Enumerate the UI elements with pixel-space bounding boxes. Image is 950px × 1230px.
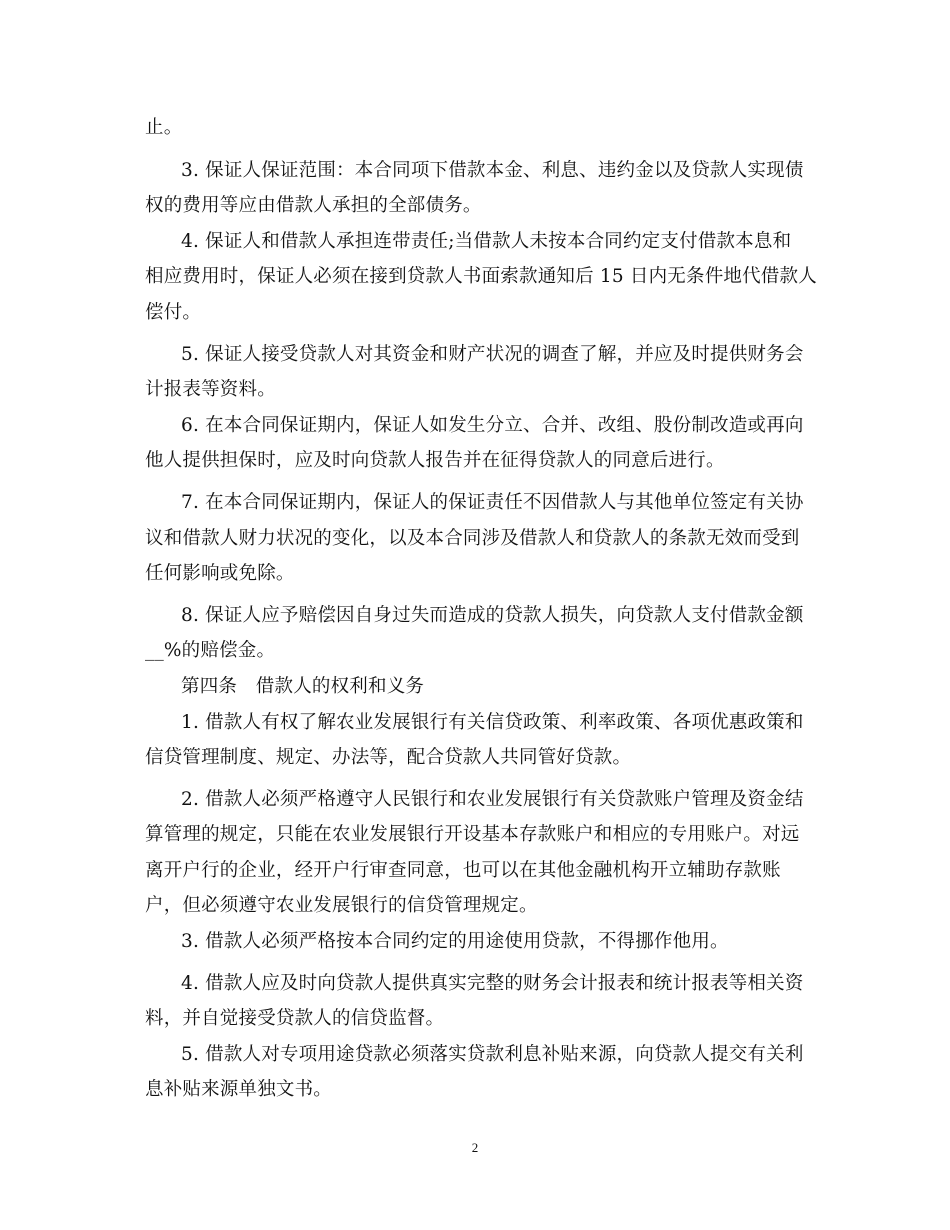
text-line: 2. 借款人必须严格遵守人民银行和农业发展银行有关贷款账户管理及资金结	[181, 789, 804, 810]
text-line: 1. 借款人有权了解农业发展银行有关信贷政策、利率政策、各项优惠政策和	[181, 712, 804, 733]
text-line: 他人提供担保时，应及时向贷款人报告并在征得贷款人的同意后进行。	[145, 450, 725, 471]
text-line: 信贷管理制度、规定、办法等，配合贷款人共同管好贷款。	[145, 747, 632, 768]
page-number: 2	[471, 1140, 479, 1155]
text-line: 议和借款人财力状况的变化，以及本合同涉及借款人和贷款人的条款无效而受到	[145, 528, 800, 549]
document-page	[145, 0, 817, 1230]
text-line: 3. 借款人必须严格按本合同约定的用途使用贷款，不得挪作他用。	[181, 931, 729, 952]
text-line: 7. 在本合同保证期内，保证人的保证责任不因借款人与其他单位签定有关协	[181, 492, 804, 513]
text-line: 算管理的规定，只能在农业发展银行开设基本存款账户和相应的专用账户。对远	[145, 824, 800, 845]
text-line: 3. 保证人保证范围：本合同项下借款本金、利息、违约金以及贷款人实现债	[181, 160, 804, 181]
text-line: 止。	[145, 117, 183, 138]
text-line: 5. 保证人接受贷款人对其资金和财产状况的调查了解，并应及时提供财务会	[181, 344, 804, 365]
section-heading: 第四条 借款人的权利和义务	[181, 676, 425, 697]
text-line: 息补贴来源单独文书。	[145, 1079, 333, 1100]
text-line: __%的赔偿金。	[145, 640, 276, 661]
text-line: 偿付。	[145, 302, 202, 323]
text-line: 6. 在本合同保证期内，保证人如发生分立、合并、改组、股份制改造或再向	[181, 415, 804, 436]
text-line: 4. 保证人和借款人承担连带责任;当借款人未按本合同约定支付借款本息和	[181, 231, 792, 252]
text-line: 离开户行的企业，经开户行审查同意，也可以在其他金融机构开立辅助存款账	[145, 860, 781, 881]
text-line: 料，并自觉接受贷款人的信贷监督。	[145, 1008, 445, 1029]
text-line: 4. 借款人应及时向贷款人提供真实完整的财务会计报表和统计报表等相关资	[181, 973, 804, 994]
text-line: 计报表等资料。	[145, 379, 276, 400]
text-line: 5. 借款人对专项用途贷款必须落实贷款利息补贴来源，向贷款人提交有关利	[181, 1044, 804, 1065]
text-line: 户，但必须遵守农业发展银行的信贷管理规定。	[145, 895, 538, 916]
text-line: 权的费用等应由借款人承担的全部债务。	[145, 195, 482, 216]
text-line: 相应费用时，保证人必须在接到贷款人书面索款通知后 15 日内无条件地代借款人	[145, 266, 817, 287]
text-line: 8. 保证人应予赔偿因自身过失而造成的贷款人损失，向贷款人支付借款金额	[181, 605, 804, 626]
text-line: 任何影响或免除。	[145, 563, 295, 584]
